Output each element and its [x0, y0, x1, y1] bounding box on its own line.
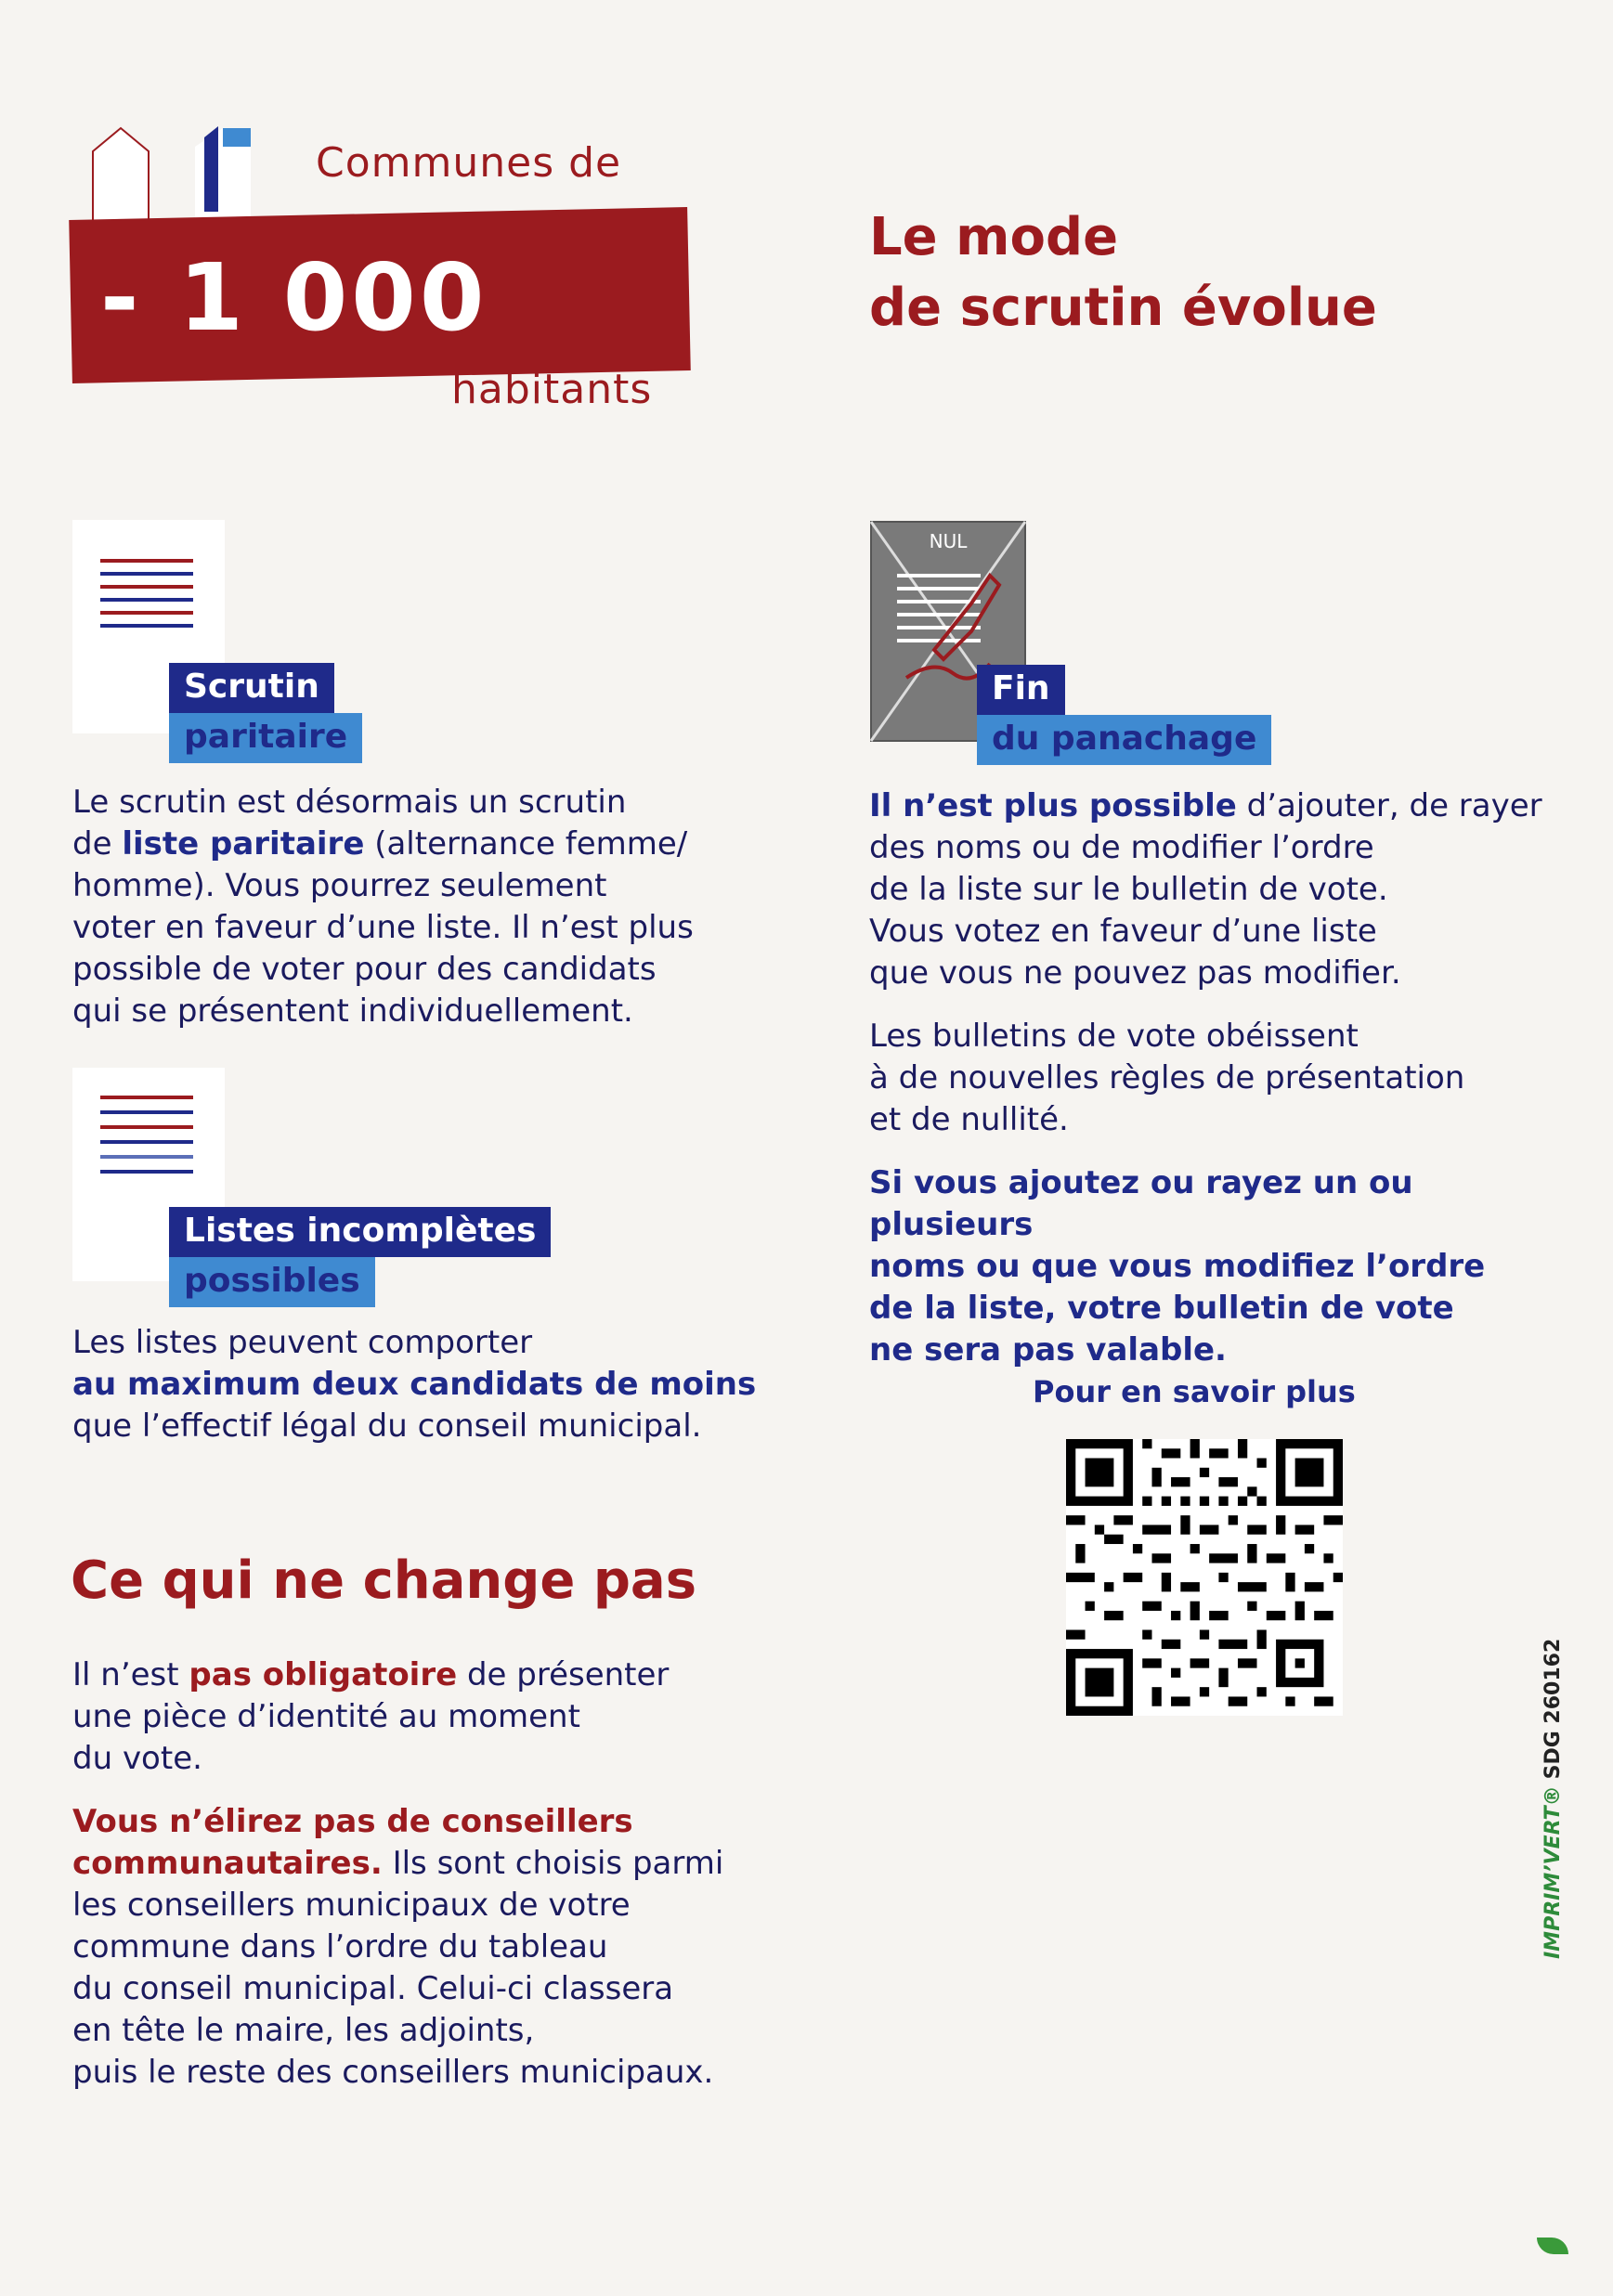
ne-change-pas-text-1: Il n’est pas obligatoire de présenter une pièce d’identité au moment du vote.	[72, 1656, 670, 1777]
section-title-ne-change-pas: Ce qui ne change pas	[71, 1550, 697, 1611]
listes-incompletes-tag: Listes incomplètes possibles	[169, 1207, 551, 1307]
fin-panachage-text-1: Il n’est plus possible d’ajouter, de rayer des noms ou de modifier l’ordre de la liste sur le bulletin de vote. Vous votez en faveur d’une liste que vous ne pouvez pas modifier.	[869, 787, 1542, 992]
header-number: - 1 000	[100, 243, 488, 352]
header-line-habitants: habitants	[451, 366, 653, 413]
ne-change-pas-text-2: Vous n’élirez pas de conseillers communautaires. Ils sont choisis parmi les conseillers municipaux de votre commune dans l’ordre du tableau du conseil municipal. Celui-ci classera en tête le maire, les adjoints, puis le reste des conseillers municipaux.	[72, 1803, 724, 2091]
nul-label: NUL	[929, 530, 968, 552]
leaf-icon	[1537, 2238, 1568, 2254]
fin-panachage-tag: Fin du panachage	[977, 665, 1271, 765]
listes-incompletes-text: Les listes peuvent comporter au maximum deux candidats de moins que l’effectif légal du conseil municipal.	[72, 1324, 757, 1445]
qr-title: Pour en savoir plus	[1033, 1374, 1356, 1409]
scrutin-paritaire-tag: Scrutin paritaire	[169, 663, 362, 763]
qr-code[interactable]	[1066, 1439, 1343, 1716]
header-line-communes: Communes de	[316, 139, 622, 187]
page-title: Le mode de scrutin évolue	[869, 207, 1377, 338]
scrutin-paritaire-text: Le scrutin est désormais un scrutin de liste paritaire (alternance femme/ homme). Vous pourrez seulement voter en faveur d’une liste. Il n’est plus possible de voter pour des candidats qui se présentent individuellement.	[72, 784, 694, 1030]
fin-panachage-text-2: Les bulletins de vote obéissent à de nouvelles règles de présentation et de nullité.	[869, 1018, 1465, 1138]
print-code: IMPRIM’VERT® SDG 260162	[1541, 1638, 1565, 1959]
fin-panachage-text-3: Si vous ajoutez ou rayez un ou plusieurs noms ou que vous modifiez l’ordre de la liste, votre bulletin de vote ne sera pas valable.	[869, 1164, 1486, 1369]
